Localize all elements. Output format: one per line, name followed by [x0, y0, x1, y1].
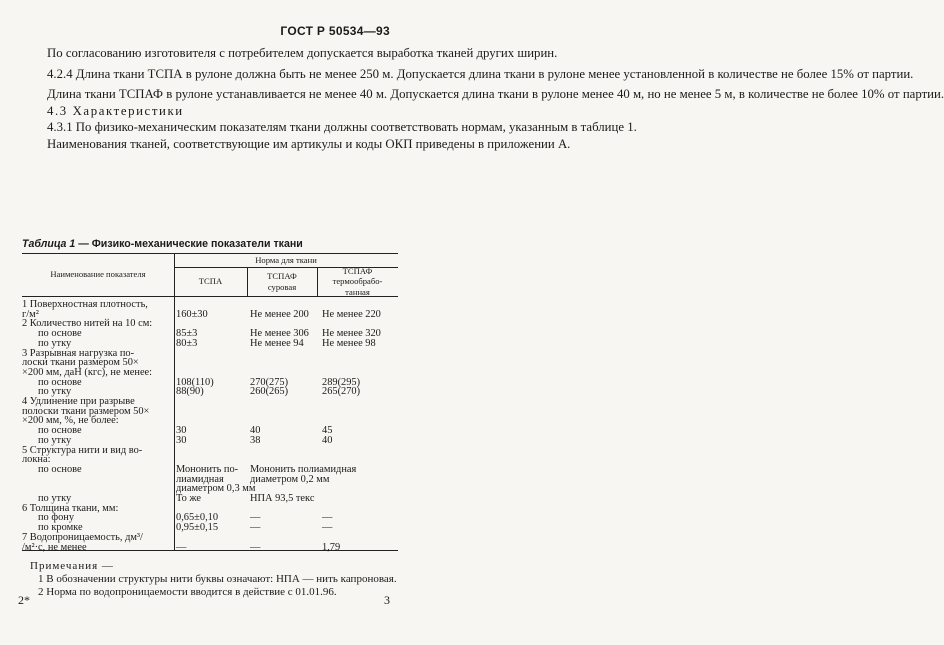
table-cell-value: Не менее 306	[250, 328, 309, 340]
table-cell-parameter: 1 Поверхностная плотность,	[22, 299, 148, 310]
table-cell-value: диаметром 0,2 мм	[250, 473, 330, 485]
table-cell-value: Не менее 98	[322, 337, 376, 349]
table-cell-parameter: 4 Удлинение при разрыве	[22, 396, 135, 407]
table-cell-value: 80±3	[176, 337, 198, 349]
table-cell-parameter: 5 Структура нити и вид во-	[22, 444, 143, 456]
table-cell-value: Не менее 200	[250, 308, 309, 320]
table-cell-value: 45	[322, 425, 333, 437]
table-cell-value: 40	[322, 434, 333, 446]
paragraph: По согласованию изготовителя с потребителем допускается выработка тканей других ширин.	[47, 46, 558, 60]
table-cell-parameter: /м²·с, не менее	[22, 541, 87, 553]
table-cell-value: —	[322, 512, 333, 524]
table-cell-value: 0,65±0,10	[176, 512, 219, 524]
table-cell-value: 260(265)	[250, 386, 289, 398]
table-cell-value: Мононить по-	[176, 463, 239, 475]
table-cell-value: —	[250, 512, 261, 524]
column-header-tspa: ТСПА	[198, 276, 223, 287]
table-cell-value: 85±3	[176, 328, 198, 340]
table-cell-value: 160±30	[176, 308, 208, 320]
paragraph: Длина ткани ТСПАФ в рулоне устанавливается не менее 40 м. Допускается длина ткани в рулоне менее 40 м, но не менее 5 м, в количестве не более 10% от партии.	[47, 87, 944, 102]
notes-title: Примечания —	[30, 560, 114, 572]
note-2: 2 Норма по водопроницаемости вводится в действие с 01.01.96.	[38, 586, 337, 598]
table-cell-value: 0,95±0,15	[176, 522, 219, 534]
body-text	[30, 45, 944, 153]
column-header-parameter: Наименование показателя	[50, 269, 146, 280]
table-cell-value: НПА 93,5 текс	[250, 493, 315, 504]
table-cell-parameter: по утку	[38, 337, 72, 349]
table-cell-value: Не менее 220	[322, 308, 381, 320]
table-cell-value: —	[176, 541, 187, 553]
table-caption-text: Физико-механические показатели ткани	[91, 238, 303, 250]
table-cell-parameter: 6 Толщина ткани, мм:	[22, 502, 119, 514]
notes	[30, 560, 397, 599]
table-cell-value: 40	[250, 425, 261, 437]
table-cell-value: То же	[176, 493, 202, 504]
table-cell-value: 265(270)	[322, 386, 361, 398]
data-table	[22, 253, 398, 551]
column-header-tspaf-heat: ТСПАФ	[342, 265, 373, 276]
section-heading: 4.3 Характеристики	[47, 103, 184, 118]
table-cell-value: 38	[250, 434, 261, 446]
paragraph: Наименования тканей, соответствующие им артикулы и коды ОКП приведены в приложении А.	[47, 136, 571, 151]
document-header: ГОСТ Р 50534—93	[280, 24, 390, 38]
table-cell-value: 108(110)	[176, 376, 214, 388]
table-cell-value: 88(90)	[176, 386, 204, 398]
table-cell-value: Не менее 94	[250, 337, 304, 349]
table-cell-parameter: 2 Количество нитей на 10 см:	[22, 318, 153, 330]
table-cell-value: 289(295)	[322, 376, 361, 388]
table-cell-parameter: полоски ткани размером 50×	[22, 405, 150, 417]
page-mark-left: 2*	[18, 593, 30, 607]
table-cell-value: диаметром 0,3 мм	[176, 483, 256, 495]
table-caption-label: Таблица 1	[22, 238, 76, 250]
table-cell-parameter: по основе	[38, 463, 82, 475]
table-cell-parameter: по фону	[38, 512, 75, 524]
column-group-header: Норма для ткани	[255, 255, 317, 265]
table-cell-parameter: по утку	[38, 386, 72, 398]
table-cell-parameter: ×200 мм, %, не более:	[22, 415, 119, 427]
table-cell-parameter: ×200 мм, даН (кгс), не менее:	[22, 366, 153, 378]
table-cell-parameter: 3 Разрывная нагрузка по-	[22, 347, 135, 359]
table-cell-value: —	[322, 522, 333, 534]
table-cell-value: 270(275)	[250, 376, 289, 388]
table-cell-parameter: по утку	[38, 434, 72, 446]
table-caption	[22, 238, 303, 250]
table-cell-value: Мононить полиамидная	[250, 463, 357, 475]
table-cell-parameter: по основе	[38, 376, 82, 388]
paragraph: 4.3.1 По физико-механическим показателям ткани должны соответствовать нормам, указанным в таблице 1.	[47, 120, 637, 135]
paragraph: 4.2.4 Длина ткани ТСПА в рулоне должна быть не менее 250 м. Допускается длина ткани в рулоне менее установленной в количестве не более 15% от партии.	[47, 66, 914, 81]
page-number: 3	[384, 593, 390, 607]
table-cell-parameter: лоски ткани размером 50×	[22, 357, 139, 369]
table-cell-parameter: 7 Водопроницаемость, дм³/	[22, 531, 143, 543]
column-header-tspaf-raw-sub: суровая	[267, 281, 297, 292]
table-cell-parameter: локна:	[22, 454, 51, 466]
column-header-tspaf-raw: ТСПАФ	[267, 271, 297, 281]
column-header-tspaf-heat-sub2: танная	[345, 286, 370, 297]
table-cell-value: —	[250, 541, 261, 553]
table-cell-parameter: по основе	[38, 425, 82, 437]
table-cell-parameter: по утку	[38, 493, 72, 504]
table-cell-parameter: г/м²	[22, 308, 39, 320]
table-cell-value: Не менее 320	[322, 328, 381, 340]
table-cell-value: 30	[176, 425, 187, 437]
table-caption-separator: —	[75, 238, 92, 250]
table-cell-value: 30	[176, 434, 187, 446]
table-cell-parameter: по основе	[38, 328, 82, 340]
table-cell-value: 1,79	[322, 541, 341, 553]
note-1: 1 В обозначении структуры нити буквы означают: НПА — нить капроновая.	[38, 573, 397, 585]
column-header-tspaf-heat-sub1: термообрабо-	[332, 276, 383, 287]
table-cell-value: —	[250, 522, 261, 534]
table-cell-parameter: по кромке	[38, 522, 83, 534]
table-cell-value: лиамидная	[176, 473, 224, 485]
